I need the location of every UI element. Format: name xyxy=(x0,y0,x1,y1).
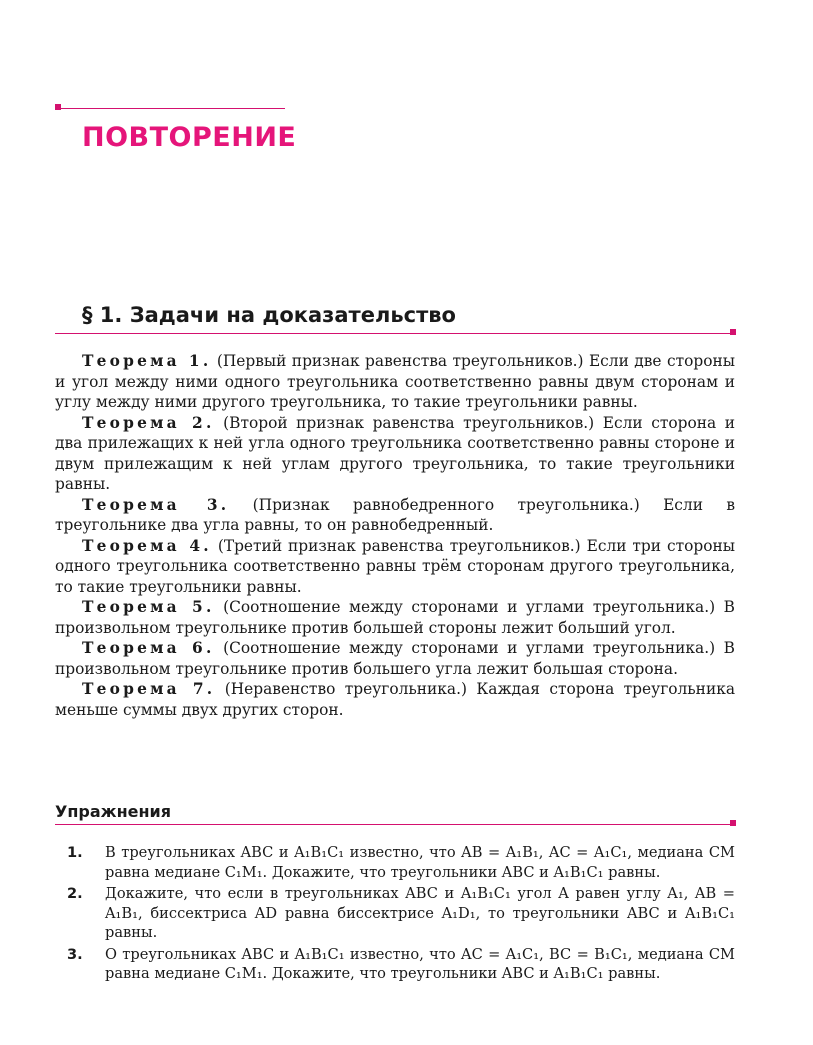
theorem-label: Теорема 1. xyxy=(82,352,212,370)
section-marker xyxy=(730,329,736,335)
exercise-1 xyxy=(55,843,735,882)
chapter-marker xyxy=(55,104,61,110)
exercise-number: 1. xyxy=(67,844,83,861)
theorem-label: Теорема 3. xyxy=(82,495,230,514)
chapter-rule xyxy=(55,108,285,109)
theorem-6 xyxy=(55,638,735,679)
theorem-2 xyxy=(55,413,735,495)
theorem-text: (Второй признак равенства треугольников.) Если сторона и два прилежащих к ней угла одного треугольника соответственно равны стороне и двум прилежащим к ней углам другого треугольника, то такие треугольники равны. xyxy=(55,413,735,493)
section-title: § 1. Задачи на доказательство xyxy=(82,303,456,327)
section-rule xyxy=(55,333,733,334)
theorem-label: Теорема 4. xyxy=(82,536,212,555)
theorem-5 xyxy=(55,597,735,638)
theorem-text: (Первый признак равенства треугольников.) Если две стороны и угол между ними одного треугольника соответственно равны двум сторонам и углу между ними другого треугольника, то такие треугольники равны. xyxy=(55,352,735,411)
exercise-text: О треугольниках ABC и A₁B₁C₁ известно, что AC = A₁C₁, BC = B₁C₁, медиана CM равна медиане C₁M₁. Докажите, что треугольники ABC и A₁B₁C₁ равны. xyxy=(105,945,735,982)
theorem-7 xyxy=(55,679,735,720)
theorem-label: Теорема 2. xyxy=(82,413,215,432)
theorems-list xyxy=(55,351,735,720)
theorem-1 xyxy=(55,351,735,413)
exercises-list xyxy=(55,843,735,986)
theorem-label: Теорема 6. xyxy=(82,639,215,657)
exercise-number: 3. xyxy=(67,945,83,963)
chapter-title: ПОВТОРЕНИЕ xyxy=(82,122,297,153)
theorem-label: Теорема 5. xyxy=(82,598,215,616)
exercises-title: Упражнения xyxy=(55,802,172,821)
theorem-text: (Соотношение между сторонами и углами треугольника.) В произвольном треугольнике против большей стороны лежит больший угол. xyxy=(55,598,735,637)
theorem-label: Теорема 7. xyxy=(82,680,216,698)
exercise-text: В треугольниках ABC и A₁B₁C₁ известно, что AB = A₁B₁, AC = A₁C₁, медиана CM равна медиане C₁M₁. Докажите, что треугольники ABC и A₁B₁C₁ равны. xyxy=(105,844,735,881)
theorem-text: (Соотношение между сторонами и углами треугольника.) В произвольном треугольнике против большего угла лежит большая сторона. xyxy=(55,639,735,678)
theorem-text: (Признак равнобедренного треугольника.) Если в треугольнике два угла равны, то он равнобедренный. xyxy=(55,495,735,534)
exercise-number: 2. xyxy=(67,885,83,902)
exercise-2 xyxy=(55,884,735,943)
theorem-4 xyxy=(55,536,735,598)
exercises-rule xyxy=(55,824,733,825)
theorem-3 xyxy=(55,495,735,536)
exercise-text: Докажите, что если в треугольниках ABC и A₁B₁C₁ угол A равен углу A₁, AB = A₁B₁, биссектриса AD равна биссектрисе A₁D₁, то треугольники ABC и A₁B₁C₁ равны. xyxy=(105,885,735,941)
theorem-text: (Третий признак равенства треугольников.) Если три стороны одного треугольника соответственно равны трём сторонам другого треугольника, то такие треугольники равны. xyxy=(55,536,735,596)
exercises-marker xyxy=(730,820,736,826)
exercise-3 xyxy=(55,945,735,984)
theorem-text: (Неравенство треугольника.) Каждая сторона треугольника меньше суммы двух других сторон. xyxy=(55,680,735,719)
